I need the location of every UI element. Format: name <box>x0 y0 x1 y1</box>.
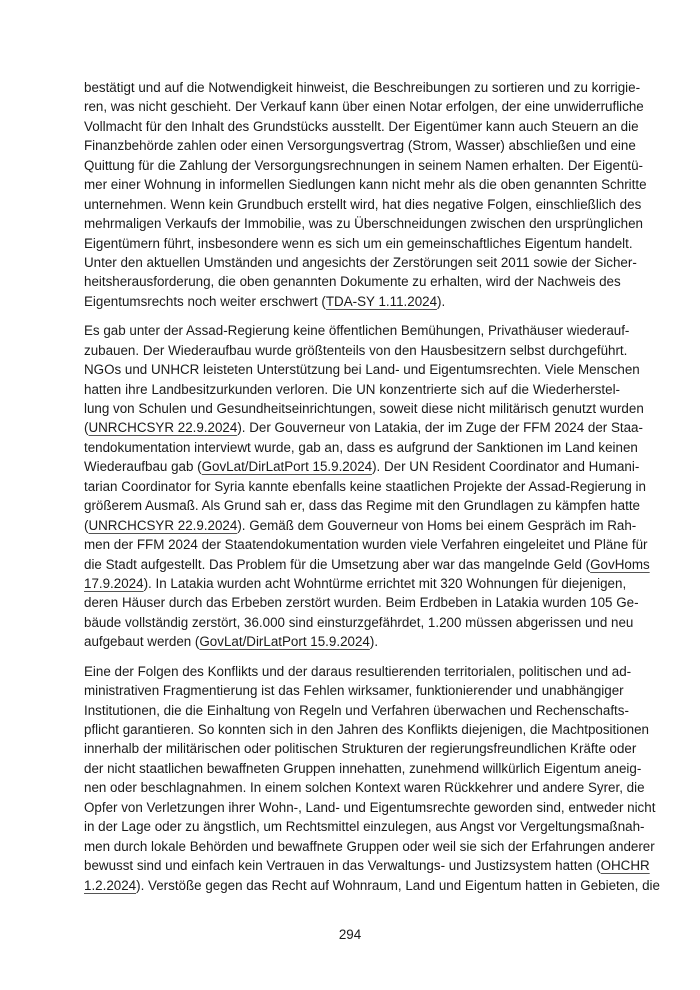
text-line <box>84 555 650 574</box>
text-line <box>84 778 645 797</box>
text-segment: Opfer von Verletzungen ihrer Wohn-, Land- und Eigentumsrechte geworden sind, entweder nicht <box>84 799 656 815</box>
text-line <box>84 418 643 437</box>
source-citation-link[interactable]: GovHoms <box>590 556 650 572</box>
text-line <box>84 195 642 214</box>
text-segment: mer einer Wohnung in informellen Siedlungen kann nicht mehr als die oben genannten Schritte <box>84 177 647 193</box>
text-line <box>84 739 637 758</box>
text-segment: ). Der Gouverneur von Latakia, der im Zuge der FFM 2024 der Staa- <box>237 420 643 436</box>
text-line <box>84 175 647 194</box>
text-segment: mehrmaligen Verkaufs der Immobilie, was zu Überschneidungen zwischen den ursprünglichen <box>84 216 643 232</box>
text-line <box>84 720 649 739</box>
text-line <box>84 574 627 593</box>
text-segment: unternehmen. Wenn kein Grundbuch erstellt wird, hat dies negative Folgen, einschließlich des <box>84 196 642 212</box>
text-line <box>84 321 630 340</box>
source-citation-link[interactable]: GovLat/DirLatPort 15.9.2024 <box>201 459 373 475</box>
text-segment: zubauen. Der Wiederaufbau wurde größtenteils von den Hausbesitzern selbst durchgeführt. <box>84 342 628 358</box>
text-line <box>84 759 642 778</box>
text-line <box>84 632 620 651</box>
text-line <box>84 136 636 155</box>
text-segment: Eigentumsrechts noch weiter erschwert ( <box>84 293 326 309</box>
text-line <box>84 798 656 817</box>
text-line <box>84 477 646 496</box>
text-line <box>84 214 643 233</box>
text-line <box>84 516 637 535</box>
text-segment: größerem Ausmaß. Als Grund sah er, dass das Regime mit den Grundlagen zu kämpfen hatte <box>84 498 640 514</box>
text-segment: men der FFM 2024 der Staatendokumentation wurden viele Verfahren eingeleitet und Pläne für <box>84 537 648 553</box>
text-line <box>84 496 640 515</box>
text-line <box>84 438 638 457</box>
text-line <box>84 156 644 175</box>
text-segment: bewusst sind und einfach kein Vertrauen in das Verwaltungs- und Justizsystem hatten ( <box>84 858 601 874</box>
text-segment: Wiederaufbau gab ( <box>84 459 202 475</box>
text-line <box>84 117 639 136</box>
text-line <box>84 662 632 681</box>
text-segment: lung von Schulen und Gesundheitseinrichtungen, soweit diese nicht militärisch genutzt wurden <box>84 401 644 416</box>
text-line <box>84 78 641 97</box>
text-segment: ). Gemäß dem Gouverneur von Homs bei einem Gespräch im Rah- <box>237 517 637 533</box>
paragraph <box>84 78 647 311</box>
text-line <box>84 613 634 632</box>
text-segment: ). In Latakia wurden acht Wohntürme errichtet mit 320 Wohnungen für diejenigen, <box>143 575 627 591</box>
text-line <box>84 457 640 476</box>
text-segment: ministrativen Fragmentierung ist das Fehlen wirksamer, funktionierender und unabhängiger <box>84 683 624 699</box>
document-body <box>84 78 660 905</box>
source-citation-link[interactable]: 17.9.2024 <box>84 575 144 591</box>
text-segment: die Stadt aufgestellt. Das Problem für die Umsetzung aber war das mangelnde Geld ( <box>84 556 591 572</box>
text-segment: bestätigt und auf die Notwendigkeit hinweist, die Beschreibungen zu sortieren und zu korrigie- <box>84 80 641 95</box>
text-segment: Institutionen, die die Einhaltung von Regeln und Verfahren überwachen und Rechenschafts- <box>84 702 629 718</box>
text-segment: tarian Coordinator for Syria kannte ebenfalls keine staatlichen Projekte der Assad-Regierung in <box>84 478 646 494</box>
text-segment: ). <box>369 634 379 650</box>
text-line <box>84 701 629 720</box>
text-segment: heitsherausforderung, die oben genannten Dokumente zu erhalten, wird der Nachweis des <box>84 274 621 290</box>
source-citation-link[interactable]: TDA-SY 1.11.2024 <box>325 293 438 309</box>
page-number: 294 <box>338 927 362 942</box>
text-line <box>84 817 645 836</box>
paragraph <box>84 321 650 651</box>
text-segment: NGOs und UNHCR leisteten Unterstützung bei Land- und Eigentumsrechten. Viele Menschen <box>84 362 640 378</box>
source-citation-link[interactable]: UNRCHCSYR 22.9.2024 <box>88 517 238 533</box>
source-citation-link[interactable]: UNRCHCSYR 22.9.2024 <box>88 420 238 436</box>
text-segment: Eigentümern führt, insbesondere wenn es sich um ein gemeinschaftliches Eigentum handelt. <box>84 235 633 251</box>
text-line <box>84 360 640 379</box>
text-line <box>84 593 639 612</box>
text-segment: hatten ihre Landbesitzurkunden verloren. Die UN konzentrierte sich auf die Wiederherstel- <box>84 381 620 397</box>
text-segment: Eine der Folgen des Konflikts und der daraus resultierenden territorialen, politischen und ad- <box>84 663 632 679</box>
text-segment: tendokumentation interviewt wurde, gab an, dass es aufgrund der Sanktionen im Land keinen <box>84 439 638 455</box>
text-line <box>84 681 624 700</box>
text-segment: ). Verstöße gegen das Recht auf Wohnraum, Land und Eigentum hatten in Gebieten, die <box>136 877 660 893</box>
text-segment: ( <box>84 517 89 533</box>
text-segment: Quittung für die Zahlung der Versorgungsrechnungen in seinem Namen erhalten. Der Eigentü- <box>84 157 644 173</box>
source-citation-link[interactable]: OHCHR <box>600 858 650 874</box>
text-segment: innerhalb der militärischen oder politischen Strukturen der regierungsfreundlichen Kräfte oder <box>84 741 637 757</box>
text-segment: aufgebaut werden ( <box>84 634 200 650</box>
text-segment: ). <box>437 293 446 309</box>
text-segment: Vollmacht für den Inhalt des Grundstücks ausstellt. Der Eigentümer kann auch Steuern an die <box>84 118 639 134</box>
text-segment: Finanzbehörde zahlen oder einen Versorgungsvertrag (Strom, Wasser) abschließen und eine <box>84 138 636 154</box>
text-segment: ren, was nicht geschieht. Der Verkauf kann über einen Notar erfolgen, der eine unwiderrufliche <box>84 99 644 115</box>
text-line <box>84 253 637 272</box>
text-line <box>84 234 633 253</box>
source-citation-link[interactable]: 1.2.2024 <box>84 877 137 893</box>
text-line <box>84 272 620 291</box>
text-segment: deren Häuser durch das Erbeben zerstört wurden. Beim Erdbeben in Latakia wurden 105 Ge- <box>84 595 639 611</box>
text-segment: men durch lokale Behörden und bewaffnete Gruppen oder weil sie sich der Erfahrungen anderer <box>84 838 655 854</box>
text-line <box>84 292 620 311</box>
text-segment: bäude vollständig zerstört, 36.000 sind einsturzgefährdet, 1.200 müssen abgerissen und neu <box>84 614 634 630</box>
source-citation-link[interactable]: GovLat/DirLatPort 15.9.2024 <box>199 634 370 650</box>
text-segment: ( <box>84 420 89 436</box>
text-segment: Unter den aktuellen Umständen und angesichts der Zerstörungen seit 2011 sowie der Sicher- <box>84 254 637 270</box>
text-segment: pflicht garantieren. So konnten sich in den Jahren des Konflikts diejenigen, die Machtpositionen <box>84 722 649 737</box>
text-segment: in der Lage oder zu ängstlich, um Rechtsmittel einzulegen, aus Angst vor Vergeltungsmaßnah- <box>84 819 645 835</box>
text-segment: Es gab unter der Assad-Regierung keine öffentlichen Bemühungen, Privathäuser wiederauf- <box>84 323 630 339</box>
text-line <box>84 535 648 554</box>
text-line <box>84 837 655 856</box>
text-segment: der nicht staatlichen bewaffneten Gruppen innehatten, zunehmend willkürlich Eigentum aneig- <box>84 760 642 776</box>
text-line <box>84 856 650 875</box>
text-line <box>84 97 644 116</box>
text-line <box>84 341 628 360</box>
text-line <box>84 399 644 418</box>
paragraph <box>84 662 660 895</box>
text-line <box>84 380 620 399</box>
text-line <box>84 876 660 895</box>
text-segment: nen oder beschlagnahmen. In einem solchen Kontext waren Rückkehrer und andere Syrer, die <box>84 780 645 796</box>
text-segment: ). Der UN Resident Coordinator and Humani- <box>372 459 640 475</box>
